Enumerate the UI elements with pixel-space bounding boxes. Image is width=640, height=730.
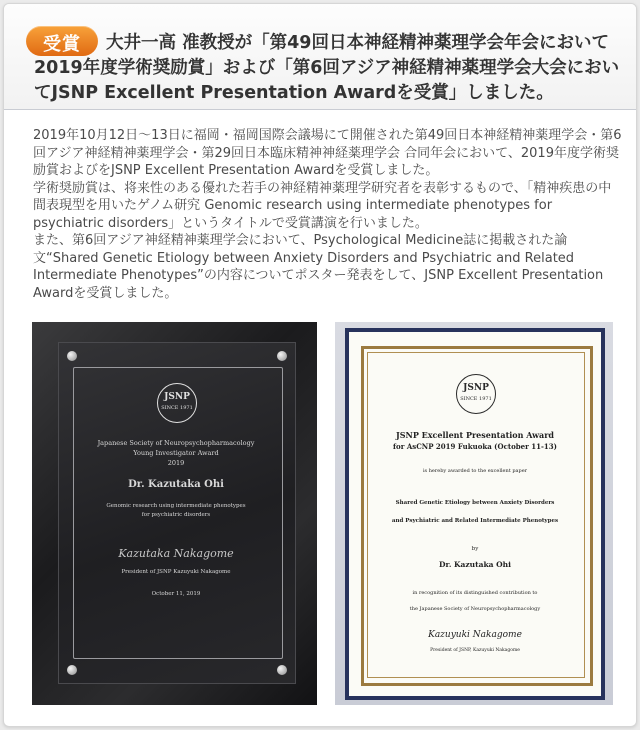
certificate-subtitle: for AsCNP 2019 Fukuoka (October 11-13) — [393, 442, 557, 451]
certificate-signature: Kazuyuki Nakagome — [428, 630, 522, 640]
certificate-photo — [335, 322, 613, 705]
certificate-president: President of JSNP, Kazuyuki Nakagome — [430, 648, 520, 653]
award-certificate — [349, 332, 601, 696]
certificate-recognition: in recognition of its distinguished contribution to — [412, 590, 538, 596]
plaque-topic: for psychiatric disorders — [141, 512, 211, 518]
award-badge-label: 受賞 — [43, 34, 81, 55]
jsnp-logo-icon: JSNP SINCE 1971 — [456, 374, 496, 414]
certificate-recipient: Dr. Kazutaka Ohi — [439, 560, 511, 569]
article-header — [4, 4, 636, 110]
article-body — [33, 127, 623, 302]
screw-icon — [277, 351, 287, 361]
certificate-by: by — [471, 546, 479, 552]
screw-icon — [67, 665, 77, 675]
plaque-year: 2019 — [167, 459, 185, 467]
screw-icon — [277, 665, 287, 675]
plaque-society: Japanese Society of Neuropsychopharmacology — [97, 439, 255, 447]
body-paragraph: また、第6回アジア神経精神薬理学会において、Psychological Medicine誌に掲載された論文“Shared Genetic Etiology between Anxiety Disorders and Psychiatric and Related Intermediate Phenotypes”の内容についてポスター発表をして、JSNP Excellent Presentation Awardを受賞しました。 — [33, 233, 604, 301]
certificate-paper-title: and Psychiatric and Related Intermediate Phenotypes — [391, 518, 559, 524]
body-paragraph: 2019年10月12日～13日に福岡・福岡国際会議場にて開催された第49回日本神経精神薬理学会・第6回アジア神経精神薬理学会・第29回日本臨床精神神経薬理学会 合同年会において、2019年度学術奨励賞およびをJSNP Excellent Presentation Awardを受賞しました。 — [33, 128, 622, 178]
certificate-paper-title: Shared Genetic Etiology between Anxiety Disorders — [395, 500, 555, 506]
certificate-recognition: the Japanese Society of Neuropsychopharmacology — [409, 606, 541, 612]
jsnp-logo-icon: JSNP SINCE 1971 — [157, 383, 197, 423]
plaque-signature: Kazutaka Nakagome — [118, 547, 234, 560]
certificate-title: JSNP Excellent Presentation Award — [395, 430, 554, 440]
body-paragraph: 学術奨励賞は、将来性のある優れた若手の神経精神薬理学研究者を表彰するもので、「精神疾患の中間表現型を用いたゲノム研究 Genomic research using intermediate phenotypes for psychiatric disorders」というタイトルで受賞講演を行いました。 — [33, 180, 612, 231]
certificate-awarded-line: is hereby awarded to the excellent paper — [422, 468, 528, 474]
plaque-date: October 11, 2019 — [151, 591, 201, 597]
plaque-president: President of JSNP Kazuyuki Nakagome — [121, 569, 231, 575]
article-headline: 大井一高 准教授が「第49回日本神経精神薬理学会年会において2019年度学術奨励賞」および「第6回アジア神経精神薬理学会大会においてJSNP Excellent Presentation Awardを受賞」しました。 — [34, 33, 620, 103]
plaque-photo — [32, 322, 317, 705]
screw-icon — [67, 351, 77, 361]
plaque-award: Young Investigator Award — [133, 449, 219, 457]
plaque-recipient: Dr. Kazutaka Ohi — [128, 479, 224, 490]
award-plaque — [58, 342, 296, 684]
plaque-topic: Genomic research using intermediate phenotypes — [106, 503, 246, 509]
news-article — [3, 3, 637, 727]
